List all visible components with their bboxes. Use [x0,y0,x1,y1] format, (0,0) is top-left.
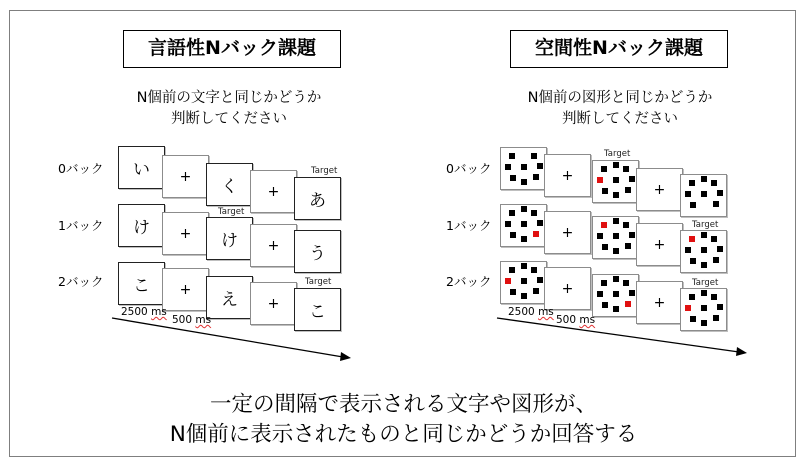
spatial-time-arrow [497,318,747,356]
verbal-row-label-0: 0バック [58,161,104,176]
fixation-cross: + [179,225,192,242]
ms-unit: ms [579,314,596,326]
verbal-stimulus-char: あ [309,191,326,211]
verbal-instruction-line2: 判断してください [171,111,287,127]
verbal-stimulus-char: け [221,231,238,251]
verbal-title: 言語性Nバック課題 [123,30,341,68]
verbal-target-label-0: Target [311,166,338,176]
verbal-time-arrow [112,318,351,361]
verbal-stimulus-char: い [133,160,150,180]
spatial-row-label-2: 2バック [446,274,492,289]
verbal-stimulus-char: う [309,244,326,264]
summary-line2: N個前に表示されたものと同じかどうか回答する [169,422,638,447]
timing-value: 2500 ms [508,306,554,318]
fixation-cross: + [653,294,666,311]
fixation-cross: + [561,167,574,184]
fixation-cross: + [267,183,280,200]
fixation-cross: + [653,181,666,198]
verbal-stimulus-char: け [133,218,150,238]
verbal-row-label-1: 1バック [58,218,104,233]
spatial-row-label-0: 0バック [446,161,492,176]
verbal-stimulus-char: え [221,290,238,310]
fixation-cross: + [561,280,574,297]
ms-unit: ms [151,306,167,318]
verbal-stimulus-char: こ [133,276,150,296]
spatial-row-label-1: 1バック [446,218,492,233]
ms-unit: ms [538,306,554,318]
fixation-cross: + [267,237,280,254]
verbal-target-label-2: Target [305,277,332,287]
verbal-instruction-line1: N個前の文字と同じかどうか [136,90,322,106]
spatial-target-label-1: Target [692,220,719,230]
summary-line1: 一定の間隔で表示される文字や図形が、 [209,392,597,417]
timing-value: 2500 ms [121,306,167,318]
fixation-cross: + [267,295,280,312]
spatial-target-label-2: Target [692,278,719,288]
fixation-cross: + [561,224,574,241]
spatial-instruction-line2: 判断してください [562,111,678,127]
verbal-target-label-1: Target [218,207,245,217]
verbal-row-label-2: 2バック [58,274,104,289]
verbal-stimulus-char: こ [309,302,326,322]
timing-value: 500 ms [172,314,212,326]
fixation-cross: + [179,168,192,185]
ms-unit: ms [195,314,212,326]
spatial-instruction-line1: N個前の図形と同じかどうか [527,90,713,106]
spatial-target-label-0: Target [604,149,631,159]
fixation-cross: + [179,281,192,298]
timing-value: 500 ms [556,314,596,326]
spatial-title: 空間性Nバック課題 [510,30,728,68]
verbal-stimulus-char: く [221,177,238,197]
fixation-cross: + [653,236,666,253]
